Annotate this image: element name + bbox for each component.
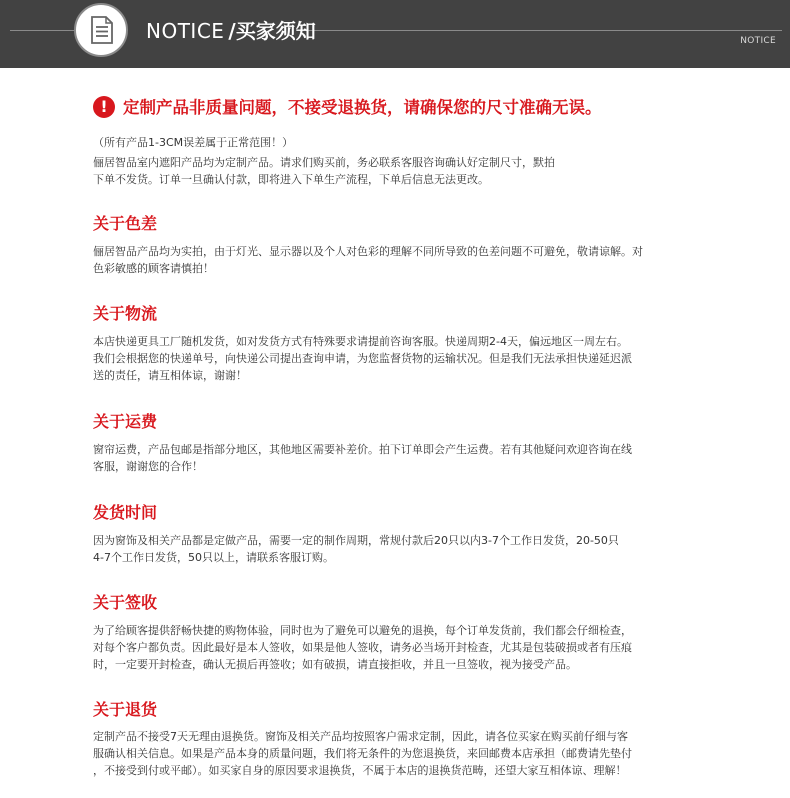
section-line: 我们会根据您的快递单号，向快递公司提出查询申请，为您监督货物的运输状况。但是我们无法承担快递延迟派 — [93, 352, 632, 365]
section-heading-delivery-time: 发货时间 — [93, 503, 158, 522]
section-line: 因为窗饰及相关产品都是定做产品，需要一定的制作周期，常规付款后20只以内3-7个工作日发货，20-50只 — [93, 534, 619, 547]
notice-title-cn: /买家须知 — [228, 19, 316, 43]
section-heading-shipping-fee: 关于运费 — [93, 412, 158, 431]
section-line: 色彩敏感的顾客请慎拍！ — [93, 262, 214, 275]
warning-text: 定制产品非质量问题，不接受退换货，请确保您的尺寸准确无误。 — [123, 98, 602, 117]
section-line: 服确认相关信息。如果是产品本身的质量问题，我们将无条件的为您退换货，来回邮费本店承担（邮费请先垫付 — [93, 747, 632, 760]
notice-badge — [74, 3, 128, 57]
tolerance-note: （所有产品1-3CM误差属于正常范围！） — [93, 136, 294, 149]
section-line: 客服，谢谢您的合作！ — [93, 460, 203, 473]
section-heading-logistics: 关于物流 — [93, 304, 158, 323]
section-line: 时，一定要开封检查，确认无损后再签收；如有破损，请直接拒收，并且一旦签收，视为接受产品。 — [93, 658, 577, 671]
notice-header — [0, 0, 790, 68]
section-line: 为了给顾客提供舒畅快捷的购物体验，同时也为了避免可以避免的退换，每个订单发货前，我们都会仔细检查， — [93, 624, 632, 637]
section-line: 4-7个工作日发货，50只以上，请联系客服订购。 — [93, 551, 334, 564]
section-line: 送的责任，请互相体谅，谢谢！ — [93, 369, 247, 382]
notice-corner-label: NOTICE — [740, 36, 776, 46]
section-line: 俪居智品产品均为实拍，由于灯光、显示器以及个人对色彩的理解不同所导致的色差问题不可避免，敬请谅解。对 — [93, 245, 643, 258]
section-line: 本店快递更具工厂随机发货，如对发货方式有特殊要求请提前咨询客服。快递周期2-4天，偏远地区一周左右。 — [93, 335, 628, 348]
header-divider-left — [10, 30, 75, 31]
section-line: 对每个客户都负责。因此最好是本人签收，如果是他人签收，请务必当场开封检查，尤其是包装破损或者有压痕 — [93, 641, 632, 654]
notice-title-en: NOTICE — [146, 19, 225, 43]
document-icon — [89, 16, 115, 44]
section-heading-returns: 关于退货 — [93, 700, 158, 719]
section-line: 定制产品不接受7天无理由退换货。窗饰及相关产品均按照客户需求定制，因此，请各位买家在购买前仔细与客 — [93, 730, 628, 743]
notice-title — [146, 17, 316, 45]
section-line: 窗帘运费，产品包邮是指部分地区，其他地区需要补差价。拍下订单即会产生运费。若有其他疑问欢迎咨询在线 — [93, 443, 632, 456]
header-divider-right — [306, 30, 782, 31]
exclamation-icon: ! — [93, 96, 115, 118]
intro-line-1: 俪居智品室内遮阳产品均为定制产品。请求们购买前，务必联系客服咨询确认好定制尺寸，默拍 — [93, 156, 555, 169]
section-line: ，不接受到付或平邮）。如买家自身的原因要求退换货，不属于本店的退换货范畴，还望大家互相体谅、理解！ — [93, 764, 627, 777]
section-heading-color: 关于色差 — [93, 214, 158, 233]
section-heading-signing: 关于签收 — [93, 593, 158, 612]
intro-line-2: 下单不发货。订单一旦确认付款，即将进入下单生产流程，下单后信息无法更改。 — [93, 173, 489, 186]
